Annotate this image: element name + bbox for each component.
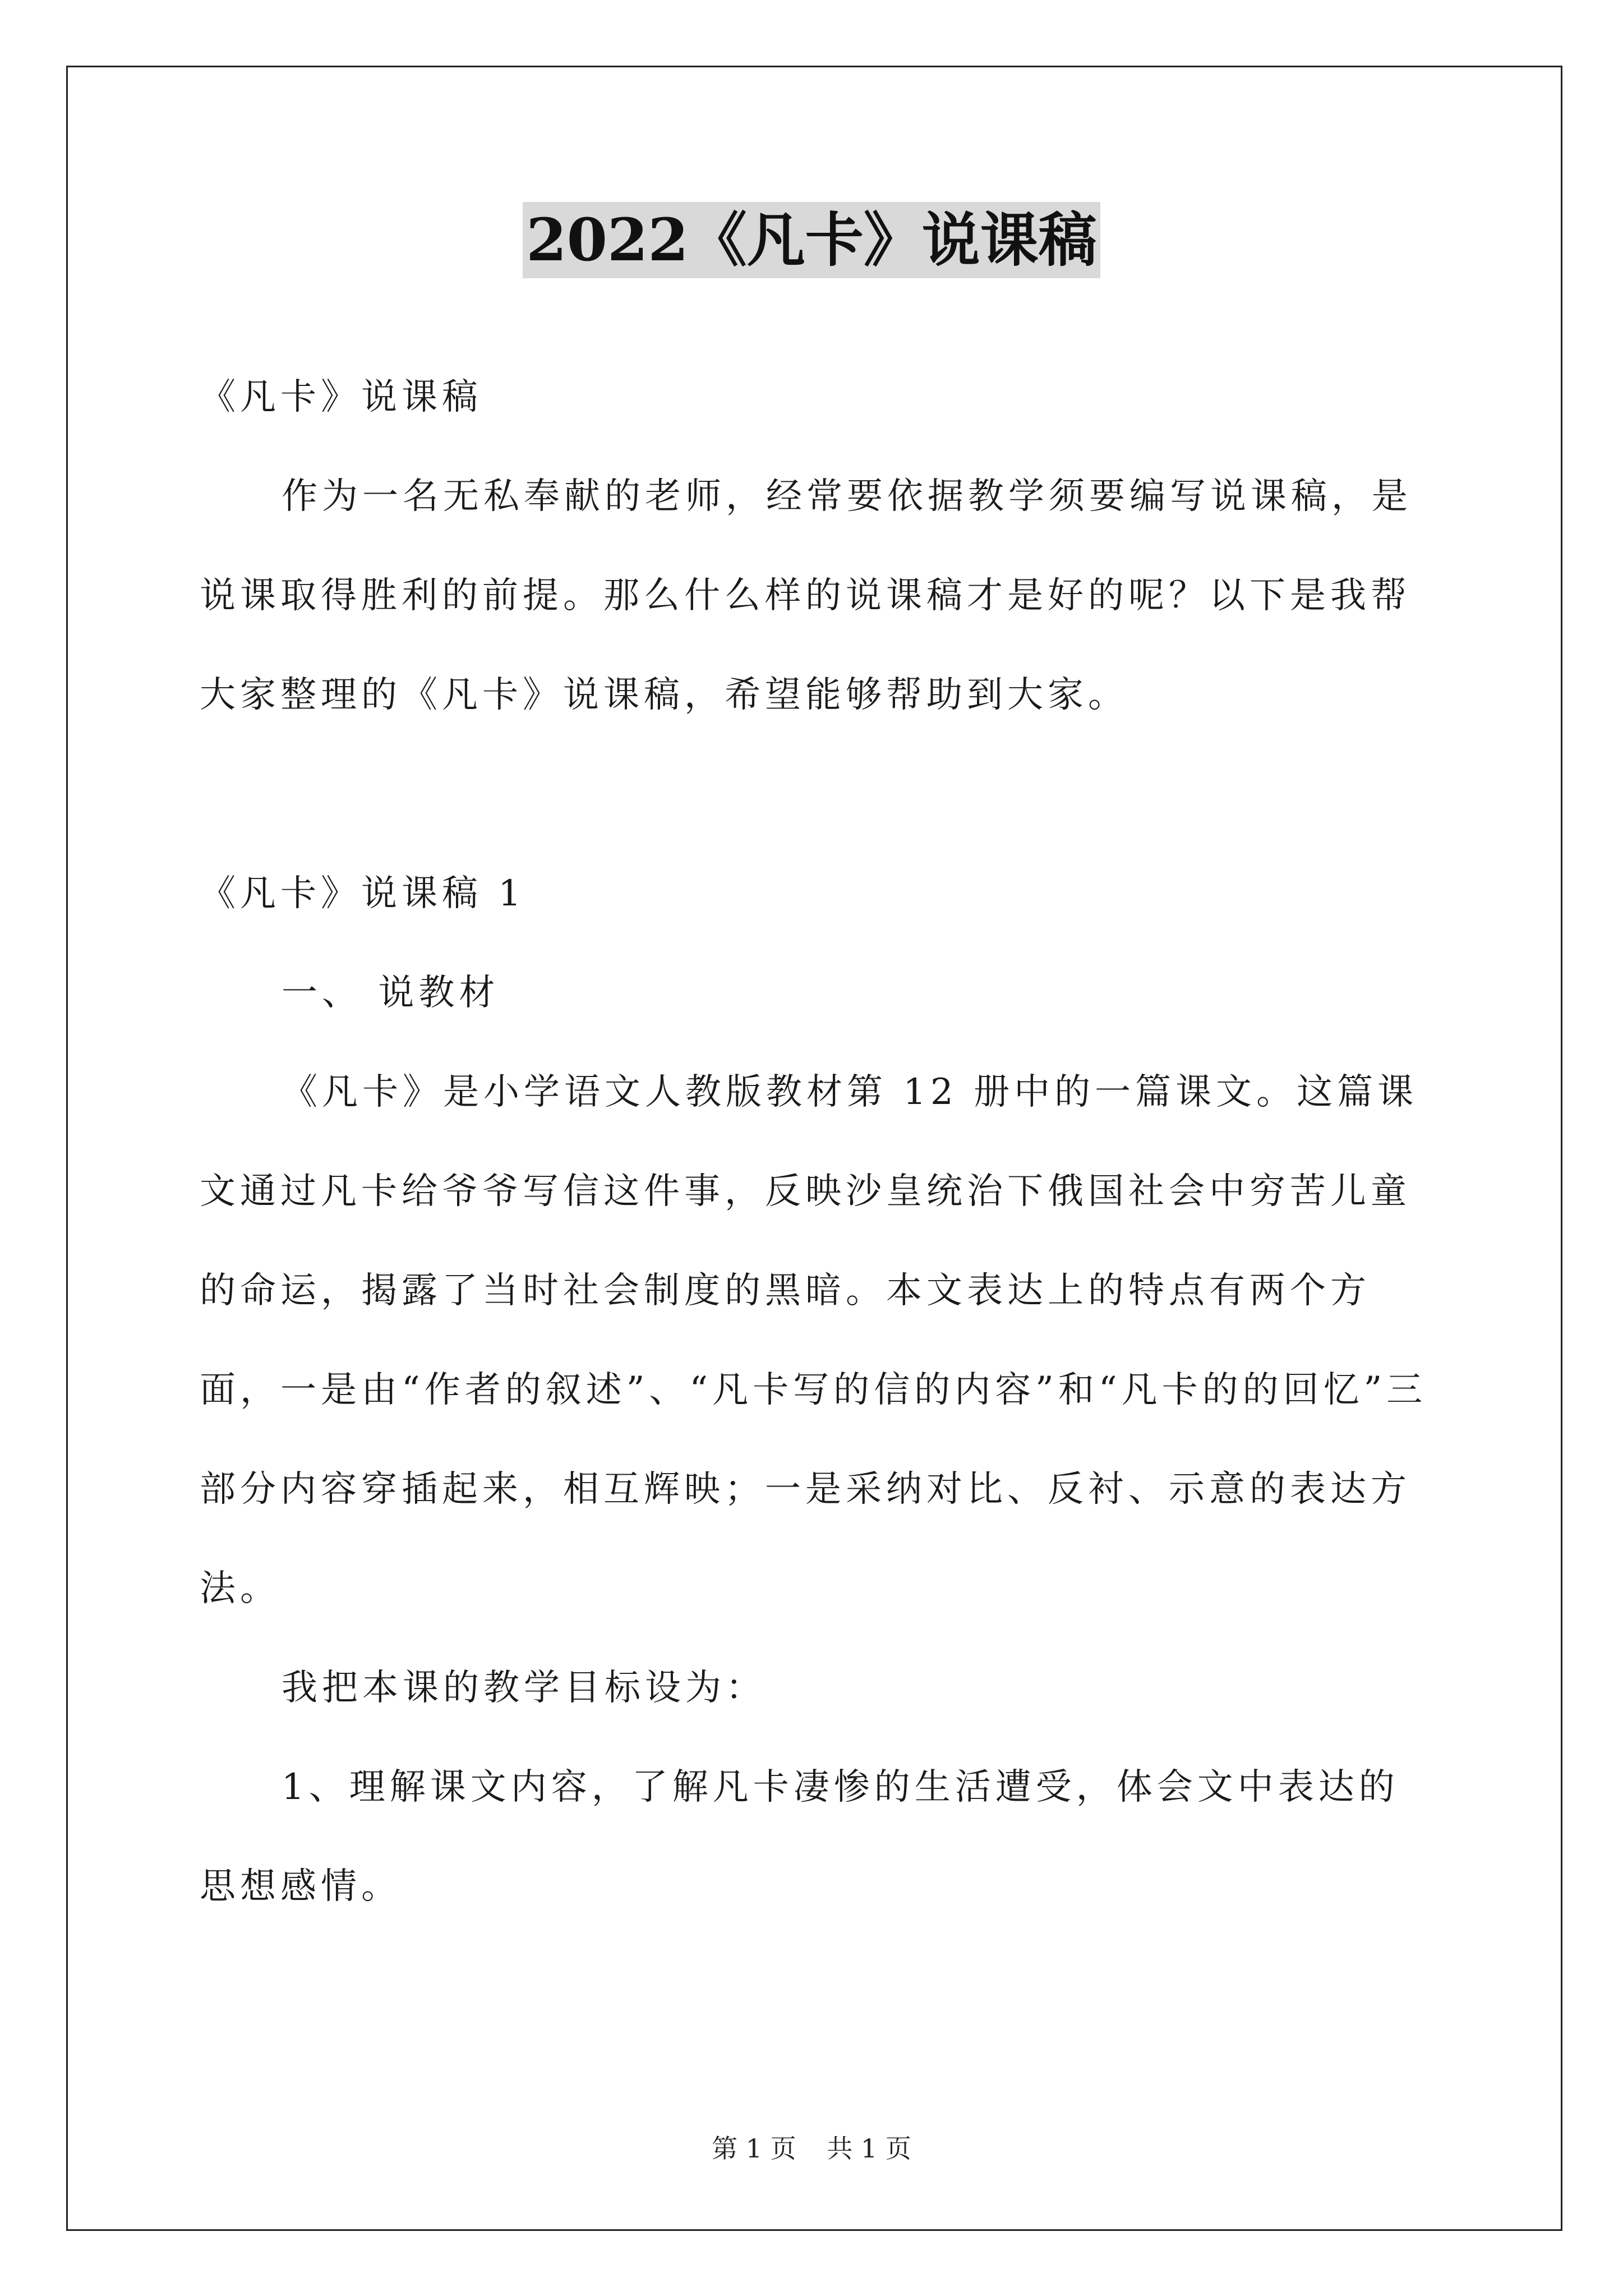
title-container	[0, 202, 1623, 278]
document-body	[200, 348, 1433, 1936]
body-paragraph-1: 《凡卡》是小学语文人教版教材第 12 册中的一篇课文。这篇课文通过凡卡给爷爷写信这件事，反映沙皇统治下俄国社会中穷苦儿童的命运，揭露了当时社会制度的黑暗。本文表达上的特点有两个方面，一是由“作者的叙述”、“凡卡写的信的内容”和“凡卡的的回忆”三部分内容穿插起来，相互辉映；一是采纳对比、反衬、示意的表达方法。	[200, 1071, 1427, 1609]
paragraph-spacer	[200, 745, 1433, 844]
subsection-heading: 一、 说教材	[282, 972, 500, 1014]
section-heading: 《凡卡》说课稿 1	[200, 873, 526, 914]
intro-paragraph: 作为一名无私奉献的老师，经常要依据教学须要编写说课稿，是说课取得胜利的前提。那么什么样的说课稿才是好的呢？以下是我帮大家整理的《凡卡》说课稿，希望能够帮助到大家。	[200, 476, 1412, 716]
document-title: 2022《凡卡》说课稿	[523, 202, 1100, 278]
page-total: 共 1 页	[827, 2133, 911, 2164]
body-paragraph-3: 1、理解课文内容，了解凡卡凄惨的生活遭受，体会文中表达的思想感情。	[200, 1766, 1399, 1907]
document-subtitle: 《凡卡》说课稿	[200, 376, 482, 418]
page-number: 第 1 页	[712, 2133, 796, 2164]
page-footer	[0, 2132, 1623, 2165]
body-paragraph-2: 我把本课的教学目标设为：	[282, 1667, 766, 1709]
